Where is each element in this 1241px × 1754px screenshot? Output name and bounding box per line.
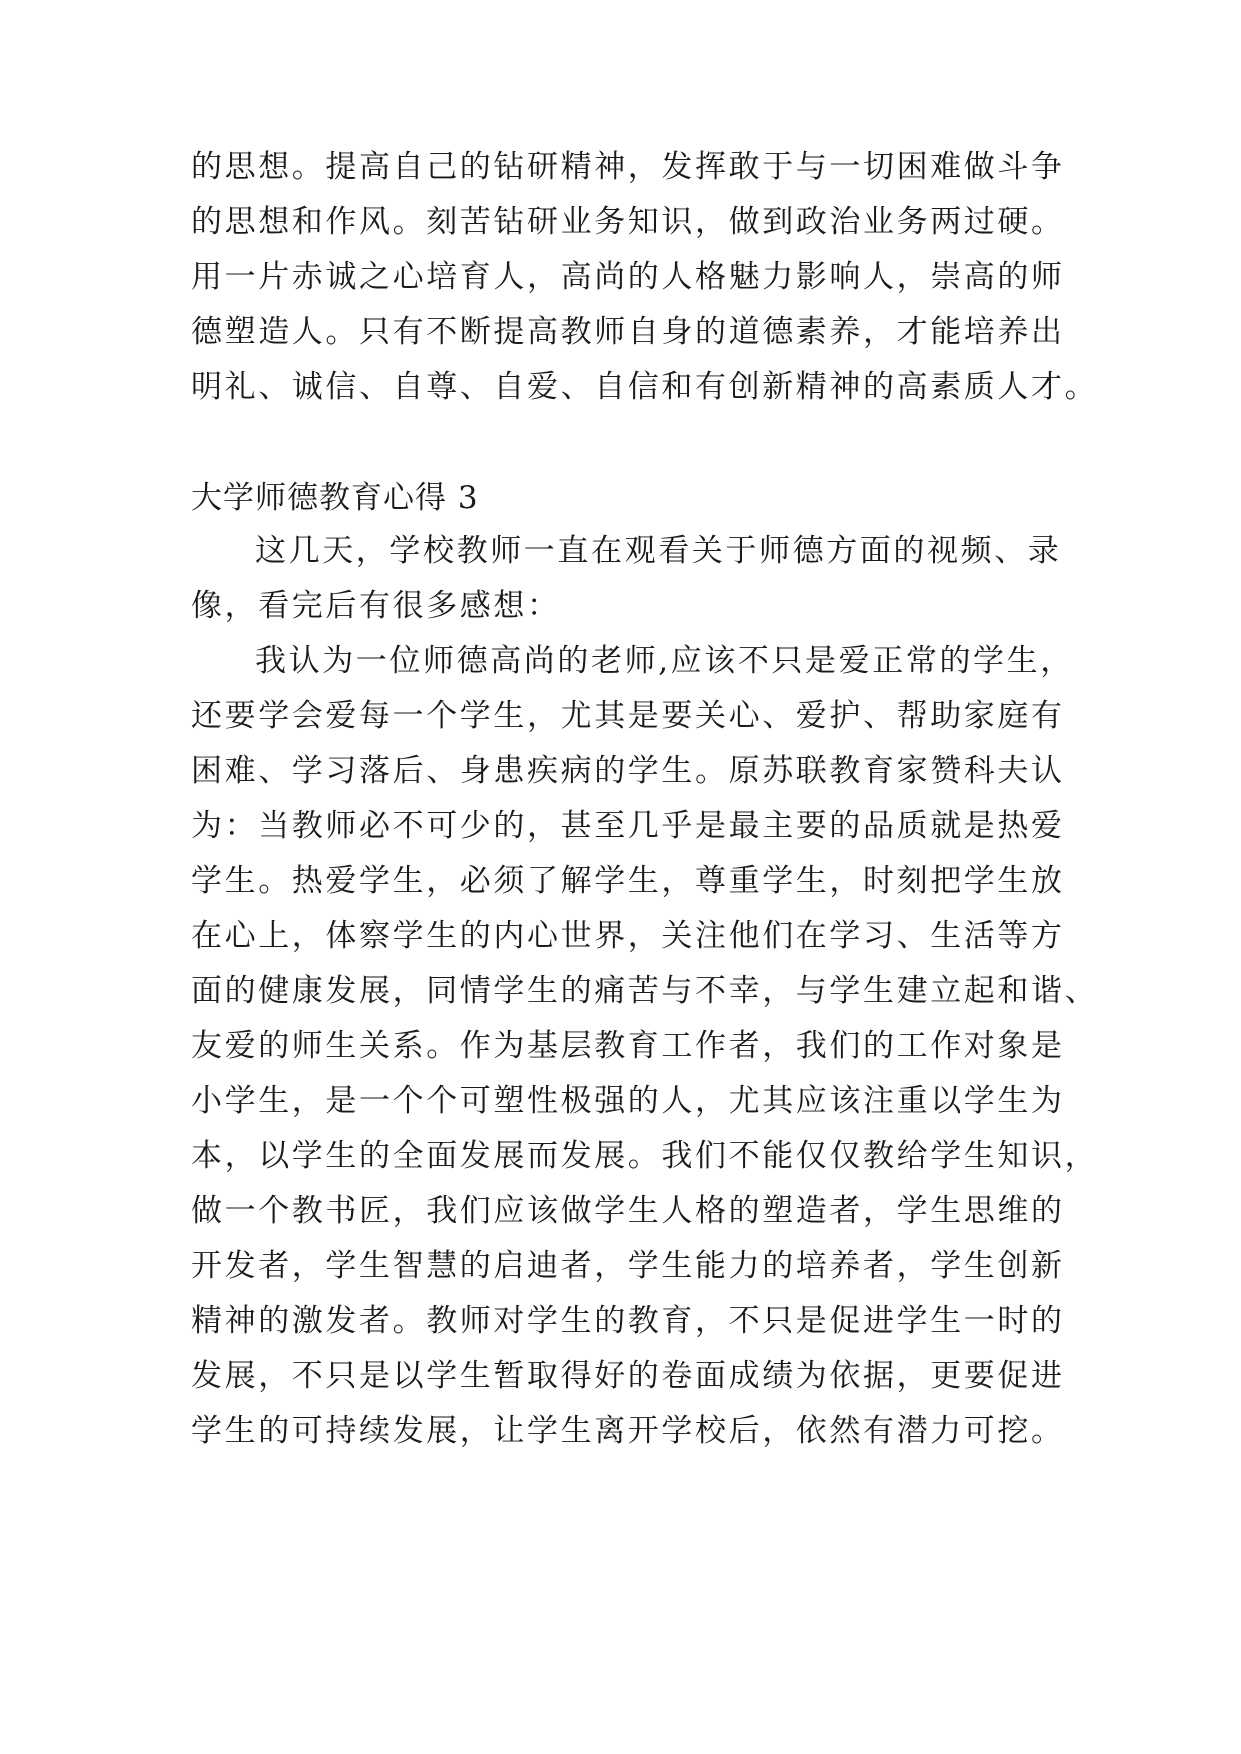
body-text-line: 学生。热爱学生，必须了解学生，尊重学生，时刻把学生放 (191, 863, 1065, 899)
body-text-line: 明礼、诚信、自尊、自爱、自信和有创新精神的高素质人才。 (191, 369, 1099, 405)
body-text-line: 像，看完后有很多感想： (191, 588, 561, 624)
body-text-line: 精神的激发者。教师对学生的教育，不只是促进学生一时的 (191, 1303, 1065, 1339)
body-text-line: 困难、学习落后、身患疾病的学生。原苏联教育家赞科夫认 (191, 753, 1065, 789)
paragraph-first-line: 我认为一位师德高尚的老师,应该不只是爱正常的学生， (255, 643, 1074, 679)
body-text-line: 还要学会爱每一个学生，尤其是要关心、爱护、帮助家庭有 (191, 698, 1065, 734)
paragraph-first-line: 这几天，学校教师一直在观看关于师德方面的视频、录 (255, 533, 1062, 569)
body-text-line: 德塑造人。只有不断提高教师自身的道德素养，才能培养出 (191, 314, 1065, 350)
body-text-line: 用一片赤诚之心培育人，高尚的人格魅力影响人，崇高的师 (191, 259, 1065, 295)
body-text-line: 小学生，是一个个可塑性极强的人，尤其应该注重以学生为 (191, 1083, 1065, 1119)
body-text-line: 做一个教书匠，我们应该做学生人格的塑造者，学生思维的 (191, 1193, 1065, 1229)
body-text-line: 本，以学生的全面发展而发展。我们不能仅仅教给学生知识， (191, 1138, 1099, 1174)
body-text-line: 学生的可持续发展，让学生离开学校后，依然有潜力可挖。 (191, 1413, 1065, 1449)
body-text-line: 发展，不只是以学生暂取得好的卷面成绩为依据，更要促进 (191, 1358, 1065, 1394)
section-title: 大学师德教育心得 3 (191, 480, 479, 516)
body-text-line: 的思想和作风。刻苦钻研业务知识，做到政治业务两过硬。 (191, 204, 1065, 240)
body-text-line: 在心上，体察学生的内心世界，关注他们在学习、生活等方 (191, 918, 1065, 954)
body-text-line: 友爱的师生关系。作为基层教育工作者，我们的工作对象是 (191, 1028, 1065, 1064)
body-text-line: 开发者，学生智慧的启迪者，学生能力的培养者，学生创新 (191, 1248, 1065, 1284)
body-text-line: 面的健康发展，同情学生的痛苦与不幸，与学生建立起和谐、 (191, 973, 1099, 1009)
body-text-line: 为：当教师必不可少的，甚至几乎是最主要的品质就是热爱 (191, 808, 1065, 844)
body-text-line: 的思想。提高自己的钻研精神，发挥敢于与一切困难做斗争 (191, 149, 1065, 185)
